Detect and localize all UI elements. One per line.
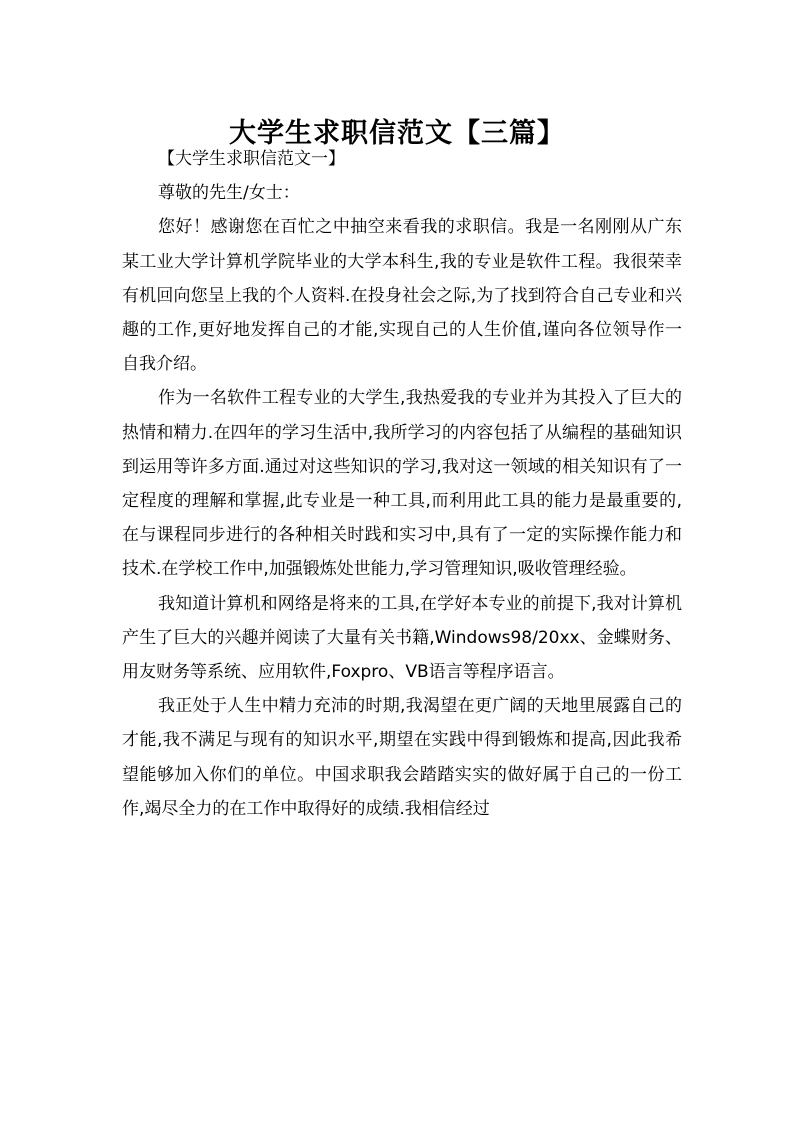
document-title: 大学生求职信范文【三篇】 [229, 118, 565, 150]
body-paragraph-3: 我知道计算机和网络是将来的工具,在学好本专业的前提下,我对计算机产生了巨大的兴趣并阅读了大量有关书籍,Windows98/20xx、金蝶财务、用友财务等系统、应用软件,Foxpro、VB语言等程序语言。 [122, 593, 682, 683]
salutation: 尊敬的先生/女士： [158, 183, 300, 204]
body-paragraph-2: 作为一名软件工程专业的大学生,我热爱我的专业并为其投入了巨大的热情和精力.在四年的学习生活中,我所学习的内容包括了从编程的基础知识到运用等许多方面.通过对这些知识的学习,我对这一领域的相关知识有了一定程度的理解和掌握,此专业是一种工具,而利用此工具的能力是最重要的,在与课程同步进行的各种相关时践和实习中,具有了一定的实际操作能力和技术.在学校工作中,加强锻炼处世能力,学习管理知识,吸收管理经验。 [122, 388, 682, 580]
body-paragraph-1: 您好！感谢您在百忙之中抽空来看我的求职信。我是一名刚刚从广东某工业大学计算机学院毕业的大学本科生,我的专业是软件工程。我很荣幸有机回向您呈上我的个人资料.在投身社会之际,为了找到符合自己专业和兴趣的工作,更好地发挥自己的才能,实现自己的人生价值,谨向各位领导作一自我介绍。 [122, 217, 682, 375]
body-paragraph-4: 我正处于人生中精力充沛的时期,我渴望在更广阔的天地里展露自己的才能,我不满足与现有的知识水平,期望在实践中得到锻炼和提高,因此我希望能够加入你们的单位。中国求职我会踏踏实实的做好属于自己的一份工作,竭尽全力的在工作中取得好的成绩.我相信经过 [122, 696, 682, 819]
section-heading: 【大学生求职信范文一】 [158, 149, 345, 169]
document-body [122, 142, 682, 826]
